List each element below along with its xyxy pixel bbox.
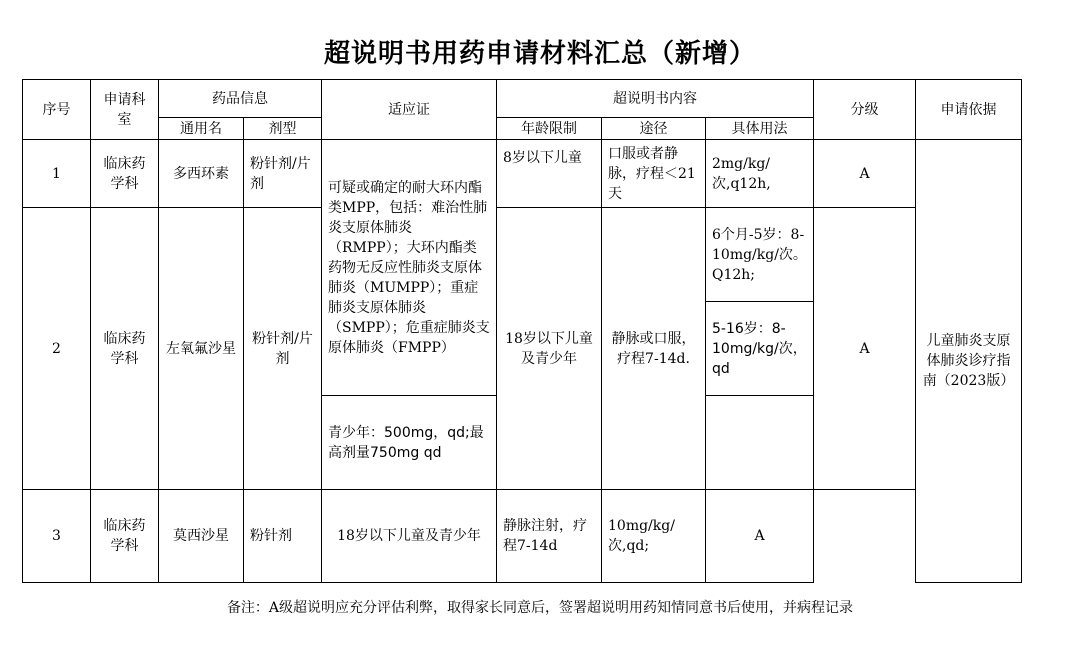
page-title: 超说明书用药申请材料汇总（新增）: [323, 39, 756, 69]
row-grade: A: [814, 140, 916, 208]
row-usage-sub: 5-16岁：8-10mg/kg/次，qd: [706, 302, 814, 396]
header-dept: 申请科室: [91, 80, 159, 140]
header-basis: 申请依据: [916, 80, 1022, 140]
row-dosage-form: 粉针剂: [244, 490, 322, 583]
table-row: [23, 208, 1022, 302]
footnote: 备注：A级超说明应充分评估利弊，取得家长同意后，签署超说明用药知情同意书后使用，并病程记录: [226, 600, 854, 616]
header-indication: 适应证: [322, 80, 497, 140]
row-seq: 1: [23, 140, 91, 208]
row-route: 口服或者静脉，疗程＜21天: [602, 140, 706, 208]
table-row: [23, 490, 1022, 583]
row-generic-name: 多西环素: [159, 140, 244, 208]
row-route: 静脉或口服，疗程7-14d.: [602, 208, 706, 490]
header-seq: 序号: [23, 80, 91, 140]
header-off-label: 超说明书内容: [497, 80, 814, 118]
header-age-limit: 年龄限制: [497, 118, 602, 140]
header-usage: 具体用法: [706, 118, 814, 140]
application-summary-table: [22, 79, 1022, 583]
row-generic-name: 莫西沙星: [159, 490, 244, 583]
row-dosage-form: 粉针剂/片剂: [244, 208, 322, 490]
row-usage-sub: 6个月-5岁：8-10mg/kg/次。Q12h;: [706, 208, 814, 302]
header-drug-info: 药品信息: [159, 80, 322, 118]
header-generic-name: 通用名: [159, 118, 244, 140]
row-dept: 临床药学科: [91, 490, 159, 583]
row-grade: A: [814, 208, 916, 490]
row-age-limit: 8岁以下儿童: [497, 140, 602, 208]
row-dept: 临床药学科: [91, 140, 159, 208]
row-age-limit: 18岁以下儿童及青少年: [497, 208, 602, 490]
shared-basis: 儿童肺炎支原体肺炎诊疗指南（2023版）: [916, 140, 1022, 583]
row-dept: 临床药学科: [91, 208, 159, 490]
row-dosage-form: 粉针剂/片剂: [244, 140, 322, 208]
shared-indication: 可疑或确定的耐大环内酯类MPP，包括：难治性肺炎支原体肺炎（RMPP）；大环内酯类药物无反应性肺炎支原体肺炎（MUMPP）；重症肺炎支原体肺炎（SMPP）；危重症肺炎支原体肺炎（FMPP）: [322, 140, 497, 396]
row-route: 静脉注射，疗程7-14d: [497, 490, 602, 583]
row-age-limit: 18岁以下儿童及青少年: [322, 490, 497, 583]
row-seq: 3: [23, 490, 91, 583]
row-usage: 2mg/kg/次,q12h,: [706, 140, 814, 208]
row-generic-name: 左氧氟沙星: [159, 208, 244, 490]
row-seq: 2: [23, 208, 91, 490]
row-grade: A: [706, 490, 814, 583]
header-route: 途径: [602, 118, 706, 140]
header-dosage-form: 剂型: [244, 118, 322, 140]
table-row: [23, 140, 1022, 208]
row-usage: 10mg/kg/次,qd;: [602, 490, 706, 583]
header-grade: 分级: [814, 80, 916, 140]
row-usage-sub: 青少年：500mg，qd;最高剂量750mg qd: [322, 396, 497, 490]
